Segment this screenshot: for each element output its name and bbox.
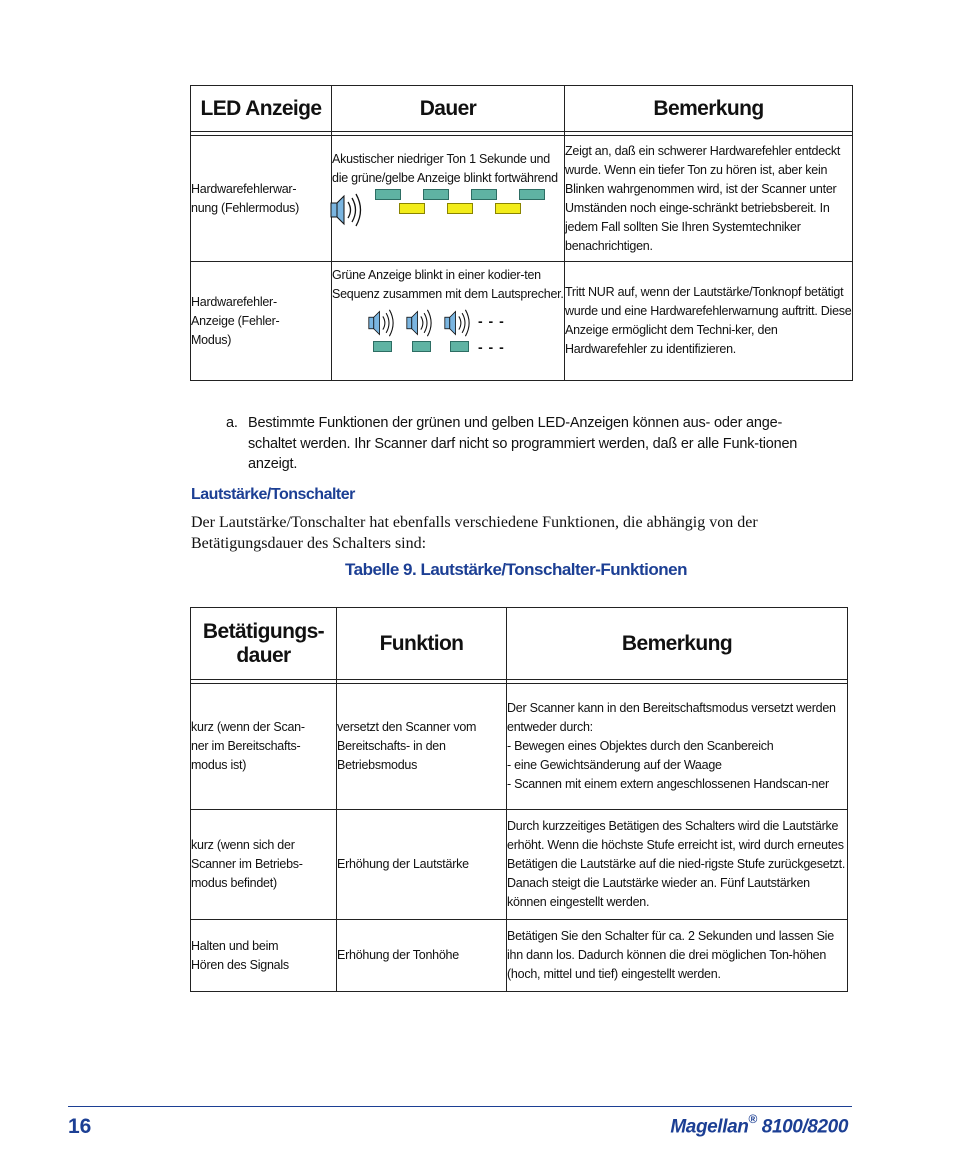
footnote-text: Bestimmte Funktionen der grünen und gelben LED-Anzeigen können aus- oder ange-schaltet werden. Ihr Scanner darf nicht so programmiert werden, daß er alle Funk-tionen anzeigt. — [248, 415, 798, 472]
dauer-cell: Grüne Anzeige blinkt in einer kodier-ten Sequenz zusammen mit dem Lautsprecher. - - - - - - — [332, 262, 565, 381]
led-blink-pattern — [332, 188, 564, 234]
header-bemerkung: Bemerkung — [507, 608, 848, 680]
switch-table-header-row — [191, 608, 848, 680]
footnote-marker: a. — [226, 415, 238, 431]
led-cell: Hardwarefehlerwar-nung (Fehlermodus) — [191, 136, 332, 262]
table-row — [191, 262, 853, 381]
speaker-sequence — [332, 304, 564, 354]
header-led-anzeige: LED Anzeige — [191, 86, 332, 132]
table-row — [191, 810, 848, 920]
led-table — [190, 85, 853, 381]
function-cell: versetzt den Scanner vom Bereitschafts- in den Betriebsmodus — [337, 684, 507, 810]
footnote — [226, 413, 826, 475]
speaker-icon — [368, 308, 396, 338]
green-led-icon — [412, 341, 431, 352]
duration-cell: kurz (wenn sich der Scanner im Betriebs-modus befindet) — [191, 810, 337, 920]
header-dauer: Dauer — [332, 86, 565, 132]
header-funktion: Funktion — [337, 608, 507, 680]
green-led-icon — [471, 189, 497, 200]
bemerkung-cell: Tritt NUR auf, wenn der Lautstärke/Tonknopf betätigt wurde und eine Hardwarefehlerwarnung auftritt. Diese Anzeige ermöglicht dem Techni-ker, den Hardwarefehler zu identifizieren. — [565, 262, 853, 381]
duration-cell: kurz (wenn der Scan-ner im Bereitschafts-modus ist) — [191, 684, 337, 810]
footer-rule — [68, 1106, 852, 1107]
yellow-led-icon — [495, 203, 521, 214]
green-led-icon — [519, 189, 545, 200]
green-led-icon — [373, 341, 392, 352]
green-led-icon — [423, 189, 449, 200]
ellipsis-indicator: - - - — [478, 339, 505, 355]
header-betaetigungsdauer: Betätigungs-dauer — [191, 608, 337, 680]
yellow-led-icon — [447, 203, 473, 214]
table-row — [191, 684, 848, 810]
function-cell: Erhöhung der Lautstärke — [337, 810, 507, 920]
speaker-icon — [444, 308, 472, 338]
remark-cell: Der Scanner kann in den Bereitschaftsmodus versetzt werden entweder durch: - Bewegen eines Objektes durch den Scanbereich - eine Gewichtsänderung auf der Waage - Scannen mit einem extern angeschlossenen Handscan-ner — [507, 684, 848, 810]
registered-mark: ® — [748, 1112, 757, 1126]
speaker-icon — [330, 192, 364, 228]
section-paragraph: Der Lautstärke/Tonschalter hat ebenfalls verschiedene Funktionen, die abhängig von der Betätigungsdauer des Schalters sind: — [191, 514, 758, 552]
function-cell: Erhöhung der Tonhöhe — [337, 920, 507, 992]
led-table-header-row — [191, 86, 853, 132]
yellow-led-icon — [399, 203, 425, 214]
remark-cell: Durch kurzzeitiges Betätigen des Schalters wird die Lautstärke erhöht. Wenn die höchste Stufe erreicht ist, wird durch erneutes Betätigen die Lautstärke auf die nied-rigste Stufe zurückgesetzt. Danach steigt die Lautstärke wieder an. Fünf Lautstärken können eingestellt werden. — [507, 810, 848, 920]
page-number: 16 — [68, 1115, 92, 1138]
table-row — [191, 136, 853, 262]
speaker-icon — [406, 308, 434, 338]
duration-cell: Halten und beim Hören des Signals — [191, 920, 337, 992]
ellipsis-indicator: - - - — [478, 313, 505, 329]
product-name: Magellan® 8100/8200 — [670, 1112, 848, 1138]
header-bemerkung: Bemerkung — [565, 86, 853, 132]
green-led-icon — [450, 341, 469, 352]
switch-table — [190, 607, 848, 992]
bemerkung-cell: Zeigt an, daß ein schwerer Hardwarefehler entdeckt wurde. Wenn ein tiefer Ton zu hören ist, aber kein Blinken wahrgenommen wird, ist der Scanner unter Umständen noch einge-schränkt betriebsbereit. In jedem Fall sollten Sie Ihren Systemtechniker benachrichtigen. — [565, 136, 853, 262]
table-row — [191, 920, 848, 992]
led-cell: Hardwarefehler-Anzeige (Fehler-Modus) — [191, 262, 332, 381]
dauer-cell: Akustischer niedriger Ton 1 Sekunde und die grüne/gelbe Anzeige blinkt fortwährend — [332, 136, 565, 262]
section-heading: Lautstärke/Tonschalter — [191, 486, 355, 503]
remark-cell: Betätigen Sie den Schalter für ca. 2 Sekunden und lassen Sie ihn dann los. Dadurch können die drei möglichen Ton-höhen (hoch, mittel und tief) eingestellt werden. — [507, 920, 848, 992]
green-led-icon — [375, 189, 401, 200]
table-caption: Tabelle 9. Lautstärke/Tonschalter-Funktionen — [345, 560, 687, 579]
